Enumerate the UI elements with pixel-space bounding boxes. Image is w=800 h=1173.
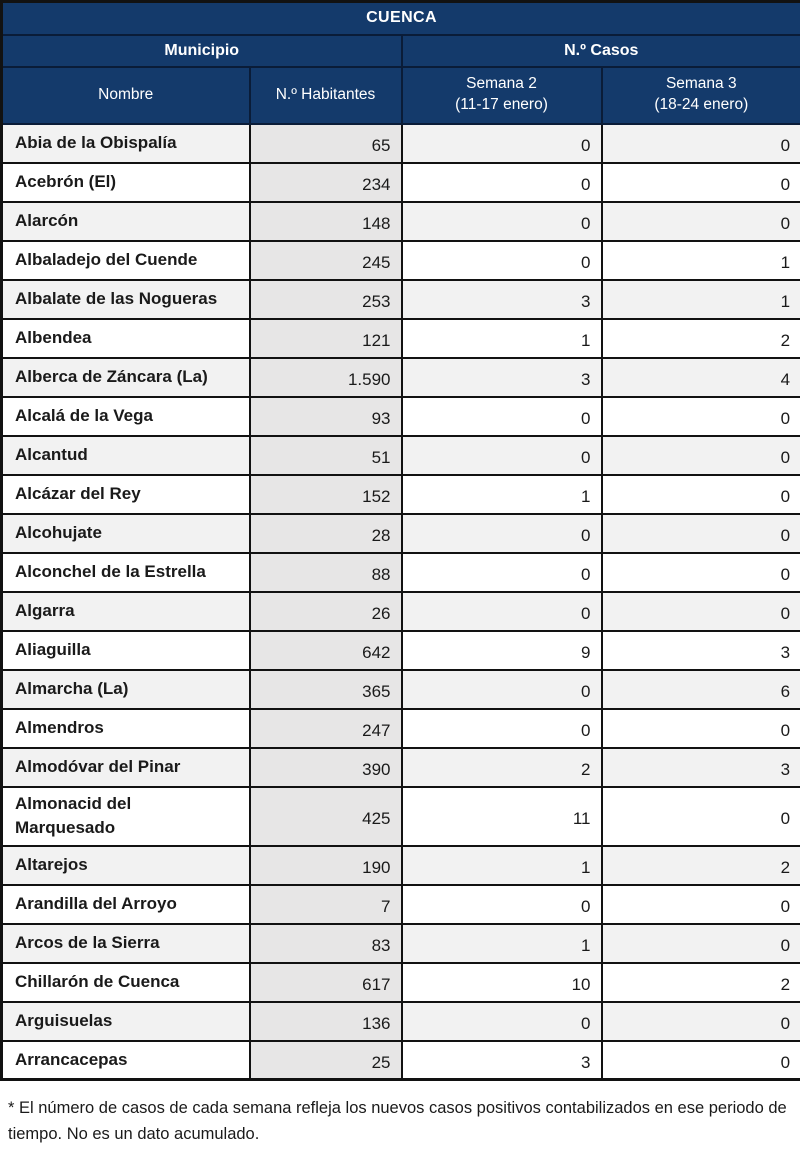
habitantes-cell: 28 — [250, 514, 402, 553]
municipality-name-cell: Aliaguilla — [2, 631, 250, 670]
municipality-name-cell: Alcohujate — [2, 514, 250, 553]
municipality-name-cell: Albaladejo del Cuende — [2, 241, 250, 280]
municipality-name-cell: Arcos de la Sierra — [2, 924, 250, 963]
municipality-name-cell: Almonacid del Marquesado — [2, 787, 250, 846]
table-row — [2, 241, 800, 280]
table-row — [2, 280, 800, 319]
semana2-cases-cell: 0 — [402, 592, 602, 631]
municipality-name-cell: Algarra — [2, 592, 250, 631]
habitantes-cell: 190 — [250, 846, 402, 885]
municipality-name-cell: Arrancacepas — [2, 1041, 250, 1080]
habitantes-cell: 253 — [250, 280, 402, 319]
semana2-cases-cell: 0 — [402, 553, 602, 592]
group-header-casos: N.º Casos — [402, 35, 800, 67]
semana3-cases-cell: 0 — [602, 475, 800, 514]
semana3-cases-cell: 0 — [602, 202, 800, 241]
semana3-cases-cell: 0 — [602, 924, 800, 963]
semana3-cases-cell: 0 — [602, 592, 800, 631]
municipality-name-cell: Abia de la Obispalía — [2, 124, 250, 163]
semana3-cases-cell: 0 — [602, 163, 800, 202]
table-row — [2, 124, 800, 163]
column-header-semana3 — [602, 67, 800, 124]
semana2-cases-cell: 11 — [402, 787, 602, 846]
semana2-cases-cell: 0 — [402, 124, 602, 163]
semana2-cases-cell: 3 — [402, 1041, 602, 1080]
semana3-cases-cell: 1 — [602, 280, 800, 319]
semana3-cases-cell: 0 — [602, 124, 800, 163]
table-row — [2, 846, 800, 885]
table-row — [2, 436, 800, 475]
column-header-row — [2, 67, 800, 124]
semana2-cases-cell: 0 — [402, 709, 602, 748]
table-row — [2, 163, 800, 202]
semana2-cases-cell: 0 — [402, 397, 602, 436]
table-row — [2, 924, 800, 963]
table-row — [2, 885, 800, 924]
semana2-cases-cell: 10 — [402, 963, 602, 1002]
semana2-cases-cell: 3 — [402, 358, 602, 397]
province-title: CUENCA — [2, 2, 800, 35]
municipality-name-cell: Alcázar del Rey — [2, 475, 250, 514]
municipality-name-cell: Albalate de las Nogueras — [2, 280, 250, 319]
table-row — [2, 1041, 800, 1080]
habitantes-cell: 642 — [250, 631, 402, 670]
habitantes-cell: 7 — [250, 885, 402, 924]
habitantes-cell: 425 — [250, 787, 402, 846]
table-row — [2, 963, 800, 1002]
habitantes-cell: 245 — [250, 241, 402, 280]
municipality-name-cell: Alconchel de la Estrella — [2, 553, 250, 592]
habitantes-cell: 88 — [250, 553, 402, 592]
semana2-cases-cell: 2 — [402, 748, 602, 787]
municipality-name-cell: Almendros — [2, 709, 250, 748]
semana3-cases-cell: 0 — [602, 514, 800, 553]
semana3-cases-cell: 2 — [602, 319, 800, 358]
table-row — [2, 397, 800, 436]
semana2-cases-cell: 0 — [402, 163, 602, 202]
municipality-name-cell: Arguisuelas — [2, 1002, 250, 1041]
semana3-cases-cell: 0 — [602, 1041, 800, 1080]
semana2-cases-cell: 0 — [402, 202, 602, 241]
semana2-cases-cell: 0 — [402, 241, 602, 280]
municipality-name-cell: Chillarón de Cuenca — [2, 963, 250, 1002]
semana3-cases-cell: 0 — [602, 553, 800, 592]
habitantes-cell: 121 — [250, 319, 402, 358]
semana3-cases-cell: 4 — [602, 358, 800, 397]
semana3-cases-cell: 0 — [602, 787, 800, 846]
table-row — [2, 358, 800, 397]
table-row — [2, 670, 800, 709]
semana2-cases-cell: 1 — [402, 846, 602, 885]
semana3-cases-cell: 0 — [602, 709, 800, 748]
habitantes-cell: 65 — [250, 124, 402, 163]
habitantes-cell: 148 — [250, 202, 402, 241]
municipality-name-cell: Almodóvar del Pinar — [2, 748, 250, 787]
semana3-cases-cell: 1 — [602, 241, 800, 280]
habitantes-cell: 1.590 — [250, 358, 402, 397]
semana2-cases-cell: 0 — [402, 436, 602, 475]
table-row — [2, 631, 800, 670]
table-row — [2, 748, 800, 787]
municipality-name-cell: Albendea — [2, 319, 250, 358]
habitantes-cell: 26 — [250, 592, 402, 631]
habitantes-cell: 51 — [250, 436, 402, 475]
semana2-cases-cell: 1 — [402, 924, 602, 963]
table-row — [2, 475, 800, 514]
semana2-cases-cell: 0 — [402, 514, 602, 553]
municipality-name-cell: Alarcón — [2, 202, 250, 241]
habitantes-cell: 136 — [250, 1002, 402, 1041]
municipality-name-cell: Acebrón (El) — [2, 163, 250, 202]
group-header-row — [2, 35, 800, 67]
semana2-cases-cell: 3 — [402, 280, 602, 319]
semana2-cases-cell: 1 — [402, 475, 602, 514]
municipality-name-cell: Alberca de Záncara (La) — [2, 358, 250, 397]
table-row — [2, 592, 800, 631]
habitantes-cell: 247 — [250, 709, 402, 748]
table-row — [2, 319, 800, 358]
semana3-cases-cell: 6 — [602, 670, 800, 709]
habitantes-cell: 25 — [250, 1041, 402, 1080]
semana3-cases-cell: 3 — [602, 748, 800, 787]
semana2-cases-cell: 0 — [402, 885, 602, 924]
habitantes-cell: 83 — [250, 924, 402, 963]
semana3-cases-cell: 0 — [602, 885, 800, 924]
semana3-cases-cell: 2 — [602, 963, 800, 1002]
habitantes-cell: 617 — [250, 963, 402, 1002]
semana3-cases-cell: 0 — [602, 436, 800, 475]
municipality-name-cell: Altarejos — [2, 846, 250, 885]
table-row — [2, 514, 800, 553]
column-header-nombre: Nombre — [2, 67, 250, 124]
municipality-name-cell: Alcalá de la Vega — [2, 397, 250, 436]
footnote: * El número de casos de cada semana refleja los nuevos casos positivos contabilizados en ese periodo de tiempo. No es un dato acumulado. — [8, 1099, 787, 1143]
habitantes-cell: 152 — [250, 475, 402, 514]
semana3-label: Semana 3 — [665, 75, 737, 93]
province-title-row — [2, 2, 800, 35]
table-row — [2, 553, 800, 592]
semana2-dates: (11-17 enero) — [455, 96, 548, 113]
semana2-cases-cell: 9 — [402, 631, 602, 670]
municipality-name-cell: Alcantud — [2, 436, 250, 475]
semana2-cases-cell: 0 — [402, 1002, 602, 1041]
column-header-habitantes: N.º Habitantes — [250, 67, 402, 124]
semana3-cases-cell: 3 — [602, 631, 800, 670]
semana3-cases-cell: 0 — [602, 1002, 800, 1041]
table-row — [2, 709, 800, 748]
table-header — [2, 2, 800, 124]
semana2-cases-cell: 0 — [402, 670, 602, 709]
municipality-name-cell: Arandilla del Arroyo — [2, 885, 250, 924]
table-row — [2, 1002, 800, 1041]
semana3-dates: (18-24 enero) — [654, 96, 749, 113]
habitantes-cell: 390 — [250, 748, 402, 787]
habitantes-cell: 234 — [250, 163, 402, 202]
group-header-municipio: Municipio — [2, 35, 402, 67]
semana2-label: Semana 2 — [466, 75, 537, 93]
semana3-cases-cell: 0 — [602, 397, 800, 436]
habitantes-cell: 365 — [250, 670, 402, 709]
table-row — [2, 202, 800, 241]
habitantes-cell: 93 — [250, 397, 402, 436]
table-row — [2, 787, 800, 846]
municipality-name-cell: Almarcha (La) — [2, 670, 250, 709]
semana3-cases-cell: 2 — [602, 846, 800, 885]
semana2-cases-cell: 1 — [402, 319, 602, 358]
column-header-semana2 — [402, 67, 602, 124]
table-body — [2, 124, 800, 1080]
